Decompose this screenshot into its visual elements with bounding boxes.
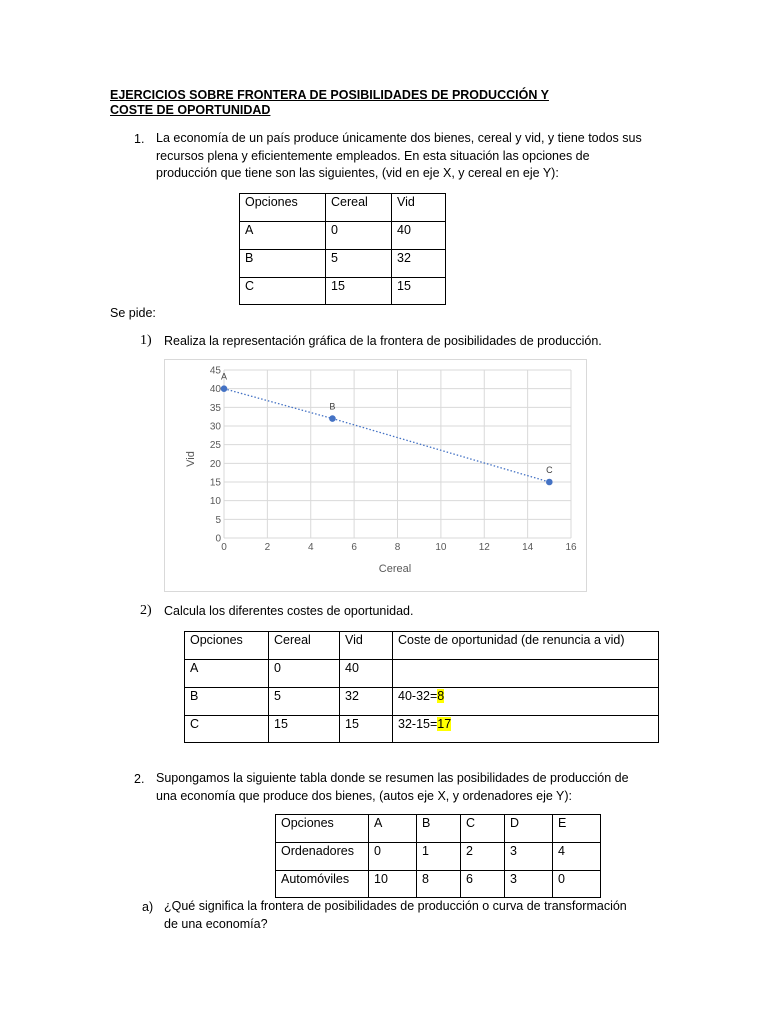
x-tick-label: 14 [522,542,534,553]
data-point-B [329,415,336,422]
table-cell: 1 [417,843,461,871]
table-header-cell: Opciones [185,632,269,660]
table-cell: C [461,815,505,843]
question-a-line: ¿Qué significa la frontera de posibilidades de producción o curva de transformación [164,899,627,913]
exercise-2-number: 2. [134,772,145,786]
table-cell: C [185,716,269,743]
se-pide-label: Se pide: [110,306,156,320]
data-label-B: B [329,401,336,412]
y-tick-label: 35 [209,402,221,414]
table-cell: 3 [505,843,553,871]
y-tick-label: 25 [209,440,221,452]
x-tick-label: 12 [478,542,490,553]
table-cell: 4 [553,843,601,871]
ppf-chart [164,359,587,592]
table-cell: 40 [340,660,393,688]
cost-result-highlight: 17 [437,717,452,731]
question-2-text: Calcula los diferentes costes de oportunidad. [164,604,414,618]
question-1-number: 1) [140,333,152,348]
table-cell: 15 [340,716,393,743]
table-cell: E [553,815,601,843]
table-cell: 3 [505,871,553,898]
table-cell: Opciones [276,815,369,843]
table-cell: B [185,688,269,716]
y-tick-label: 5 [215,514,221,526]
table-cell: 15 [392,278,446,305]
data-label-C: C [546,465,553,475]
x-tick-label: 4 [307,542,314,553]
exercise-2-line: una economía que produce dos bienes, (autos eje X, y ordenadores eje Y): [156,788,573,803]
table-header-cell: Vid [392,194,446,222]
x-tick-label: 6 [351,542,357,553]
cost-result-highlight: 8 [437,689,445,703]
table-cell: 5 [269,688,340,716]
document-title: EJERCICIOS SOBRE FRONTERA DE POSIBILIDADES DE PRODUCCIÓN Y COSTE DE OPORTUNIDAD [110,88,549,117]
y-tick-label: 15 [209,477,221,489]
y-axis-label: Vid [185,451,197,467]
table-cell: 6 [461,871,505,898]
table-cell: 0 [269,660,340,688]
table-cell: 15 [326,278,392,305]
data-label-A: A [220,371,228,382]
table-cell: B [417,815,461,843]
x-tick-label: 2 [264,542,271,553]
question-a-text [164,898,684,933]
table-cell: 15 [269,716,340,743]
exercise-2-line: Supongamos la siguiente tabla donde se resumen las posibilidades de producción de [156,771,629,785]
table-cell [393,660,659,688]
x-tick-label: 16 [565,542,577,553]
y-tick-label: 20 [209,458,221,470]
table-header-cell: Cereal [269,632,340,660]
table-cell [393,688,659,716]
table-header-cell: Coste de oportunidad (de renuncia a vid) [393,632,659,660]
question-a-line: de una economía? [164,916,268,931]
production-table [275,814,601,898]
data-point-C [546,479,553,486]
question-2-number: 2) [140,603,152,618]
table-cell [393,716,659,743]
table-cell: 0 [326,222,392,250]
table-cell: 5 [326,250,392,278]
table-cell: 32 [392,250,446,278]
table-header-cell: Cereal [326,194,392,222]
table-header-cell: Opciones [240,194,326,222]
exercise-1-text [156,130,676,183]
cost-table [184,631,659,743]
table-cell: D [505,815,553,843]
exercise-1-line: recursos plena y eficientemente empleados. En esta situación las opciones de [156,148,590,163]
table-cell: Automóviles [276,871,369,898]
table-cell: 32 [340,688,393,716]
table-cell: C [240,278,326,305]
y-tick-label: 10 [209,496,221,508]
question-1-text: Realiza la representación gráfica de la frontera de posibilidades de producción. [164,334,602,348]
data-point-A [221,385,228,392]
frontier-line-segment [224,389,332,419]
y-tick-label: 0 [215,533,221,545]
y-tick-label: 30 [209,421,221,433]
table-cell: A [240,222,326,250]
exercise-1-number: 1. [134,132,145,146]
y-tick-label: 40 [209,384,221,396]
table-cell: A [185,660,269,688]
table-cell: 0 [553,871,601,898]
x-axis-label: Cereal [378,563,412,575]
table-cell: 10 [369,871,417,898]
exercise-1-line: producción que tiene son las siguientes, (vid en eje X, y cereal en eje Y): [156,166,559,180]
table-header-cell: Vid [340,632,393,660]
table-cell: 2 [461,843,505,871]
table-cell: A [369,815,417,843]
cost-calc: 40-32= [398,689,438,703]
table-cell: 40 [392,222,446,250]
x-tick-label: 8 [394,542,401,553]
table-cell: B [240,250,326,278]
table-cell: Ordenadores [276,843,369,871]
table-cell: 8 [417,871,461,898]
question-a-letter: a) [142,900,154,914]
x-tick-label: 0 [221,542,227,553]
options-table [239,193,446,305]
exercise-1-line: La economía de un país produce únicamente dos bienes, cereal y vid, y tiene todos sus [156,131,642,145]
table-cell: 0 [369,843,417,871]
x-tick-label: 10 [435,542,447,553]
ppf-chart-svg [165,360,586,591]
y-tick-label: 45 [209,365,221,377]
cost-calc: 32-15= [398,717,438,731]
exercise-2-text [156,770,676,805]
